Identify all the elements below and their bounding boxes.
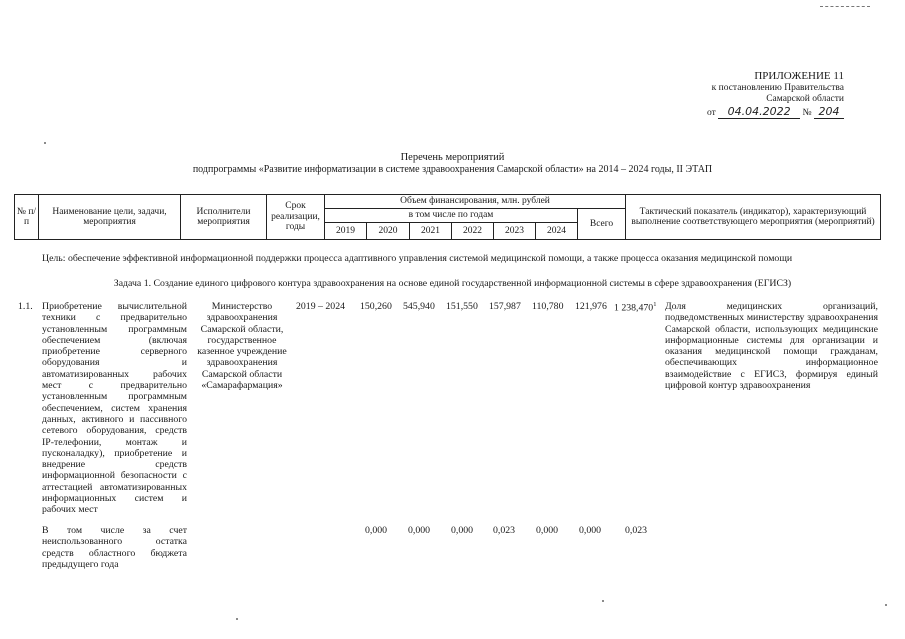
number-prefix: № bbox=[802, 108, 812, 118]
subrow-value-2024: 0,000 bbox=[579, 525, 602, 536]
scan-speck bbox=[236, 618, 238, 620]
header-indicator: Тактический показатель (индикатор), характеризующий выполнение соответствующего мероприятия (мероприятий) bbox=[626, 195, 881, 240]
row-value-2022: 157,987 bbox=[489, 301, 521, 312]
subrow-value-2022: 0,023 bbox=[493, 525, 516, 536]
document-subtitle: подпрограммы «Развитие информатизации в системе здравоохранения Самарской области» на 2014 – 2024 годы, II ЭТАП bbox=[192, 164, 713, 175]
row-total-value: 1 238,470 bbox=[614, 302, 654, 314]
subrow-value-2023: 0,000 bbox=[536, 525, 559, 536]
handwritten-number: 204 bbox=[814, 105, 844, 119]
row-indicator: Доля медицинских организаций, подведомственных министерству здравоохранения Самарской области, использующих медицинские информационные системы для организации и оказания медицинской помощи гражданам, обеспечивающих информационное взаимодействие с ЕГИСЗ, формируя единый цифровой контур здравоохранения bbox=[665, 301, 878, 392]
appendix-title: ПРИЛОЖЕНИЕ 11 bbox=[754, 70, 844, 82]
header-term: Срок реализации, годы bbox=[267, 195, 325, 240]
header-executors: Исполнители мероприятия bbox=[181, 195, 267, 240]
row-value-2023: 110,780 bbox=[532, 301, 564, 312]
subrow-name: В том числе за счет неиспользованного остатка средств областного бюджета предыдущего года bbox=[42, 525, 187, 570]
subrow-value-2019: 0,000 bbox=[365, 525, 388, 536]
header-year: 2019 bbox=[325, 223, 367, 240]
row-total-note: 1 bbox=[653, 301, 657, 308]
row-executors: Министерство здравоохранения Самарской области, государственное казенное учреждение здравоохранения Самарской области «Самарафармация» bbox=[197, 301, 287, 392]
header-total: Всего bbox=[578, 209, 626, 240]
row-value-2021: 151,550 bbox=[446, 301, 478, 312]
header-name: Наименование цели, задачи, мероприятия bbox=[39, 195, 181, 240]
header-year: 2023 bbox=[494, 223, 536, 240]
date-prefix: от bbox=[707, 108, 716, 118]
header-year: 2021 bbox=[410, 223, 452, 240]
header-year: 2022 bbox=[452, 223, 494, 240]
row-value-2020: 545,940 bbox=[403, 301, 435, 312]
row-value-2024: 121,976 bbox=[575, 301, 607, 312]
scan-speck bbox=[44, 142, 46, 144]
subrow-value-2021: 0,000 bbox=[451, 525, 474, 536]
header-year: 2024 bbox=[536, 223, 578, 240]
header-by-years: в том числе по годам bbox=[325, 209, 578, 223]
row-name: Приобретение вычислительной техники с предварительно установленным программным обеспечением (включая приобретение серверного оборудования и автоматизированных рабочих мест с предварительно установленным программным обеспечением, систем хранения данных, активного и пассивного сетевого оборудования, средств IP-телефонии, монтаж и пусконаладку), приобретение и внедрение средств информационной безопасности с аттестацией автоматизированных информационных систем и рабочих мест bbox=[42, 301, 187, 516]
header-funding: Объем финансирования, млн. рублей bbox=[325, 195, 626, 209]
subrow-value-2020: 0,000 bbox=[408, 525, 431, 536]
scan-speck bbox=[885, 604, 887, 606]
document-title: Перечень мероприятий bbox=[400, 152, 505, 163]
row-total bbox=[614, 301, 656, 313]
subrow-total: 0,023 bbox=[625, 525, 648, 536]
goal-text: Цель: обеспечение эффективной информационной поддержки процесса адаптивного управления системой медицинской помощи, а также процесса оказания медицинской помощи bbox=[42, 253, 793, 264]
header-year: 2020 bbox=[367, 223, 410, 240]
appendix-date-line bbox=[620, 105, 844, 120]
appendix-line-2: Самарской области bbox=[766, 94, 844, 104]
row-value-2019: 150,260 bbox=[360, 301, 392, 312]
row-term: 2019 – 2024 bbox=[296, 301, 345, 312]
handwritten-date: 04.04.2022 bbox=[718, 105, 800, 119]
row-number: 1.1. bbox=[18, 301, 33, 312]
scan-mark bbox=[820, 6, 870, 7]
appendix-block bbox=[620, 70, 844, 120]
task-heading: Задача 1. Создание единого цифрового контура здравоохранения на основе единой государственной информационной системы в сфере здравоохранения (ЕГИСЗ) bbox=[113, 278, 792, 289]
header-num: № п/п bbox=[15, 195, 39, 240]
scan-speck bbox=[602, 600, 604, 602]
header-table bbox=[14, 194, 881, 240]
appendix-line-1: к постановлению Правительства bbox=[711, 83, 844, 93]
